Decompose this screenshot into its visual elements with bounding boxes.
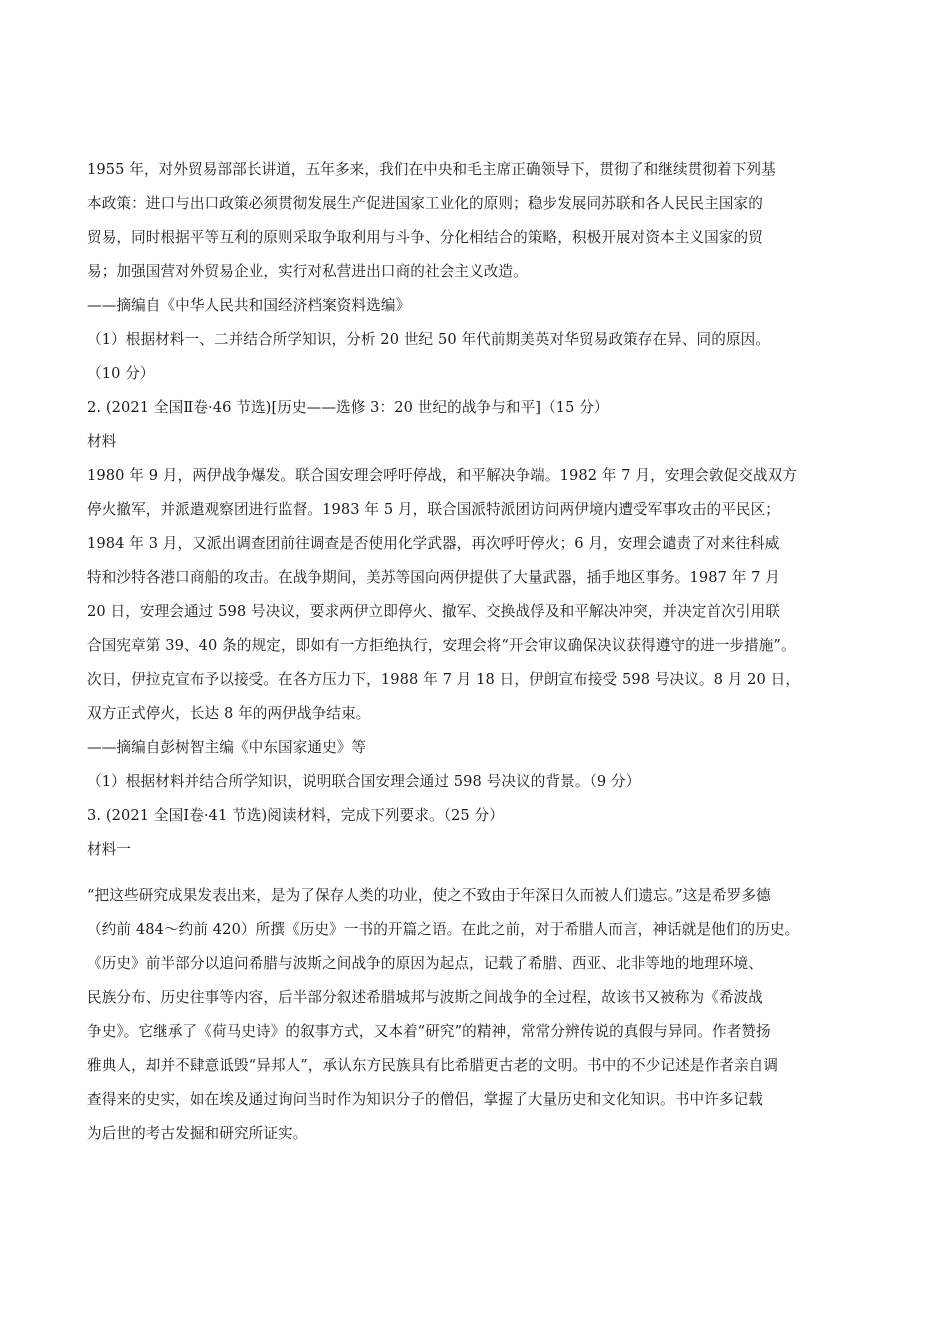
paragraph-line: 贸易，同时根据平等互利的原则采取争取利用与斗争、分化相结合的策略，积极开展对资本主义国家的贸	[87, 229, 763, 246]
paragraph-line: （约前 484～约前 420）所撰《历史》一书的开篇之语。在此之前，对于希腊人而言，神话就是他们的历史。	[87, 921, 800, 938]
paragraph-line: 20 日，安理会通过 598 号决议，要求两伊立即停火、撤军、交换战俘及和平解决冲突，并决定首次引用联	[87, 603, 780, 620]
paragraph-line: 本政策：进口与出口政策必须贯彻发展生产促进国家工业化的原则；稳步发展同苏联和各人民民主国家的	[87, 195, 763, 212]
paragraph-line: 停火撤军，并派遣观察团进行监督。1983 年 5 月，联合国派特派团访问两伊境内遭受军事攻击的平民区；	[87, 501, 780, 518]
question-score: （10 分）	[87, 365, 155, 382]
paragraph-line: 民族分布、历史往事等内容，后半部分叙述希腊城邦与波斯之间战争的全过程，故该书又被称为《希波战	[87, 989, 763, 1006]
paragraph-line: 合国宪章第 39、40 条的规定，即如有一方拒绝执行，安理会将“开会审议确保决议获得遵守的进一步措施”。	[87, 637, 796, 654]
material-label: 材料	[87, 433, 117, 450]
paragraph-line: 为后世的考古发掘和研究所证实。	[87, 1125, 308, 1142]
paragraph-line: 《历史》前半部分以追问希腊与波斯之间战争的原因为起点，记载了希腊、西亚、北非等地的地理环境、	[87, 955, 763, 972]
paragraph-line: 特和沙特各港口商船的攻击。在战争期间，美苏等国向两伊提供了大量武器，插手地区事务。1987 年 7 月	[87, 569, 780, 586]
question-heading: 3. (2021 全国Ⅰ卷·41 节选)阅读材料，完成下列要求。（25 分）	[87, 807, 504, 824]
question-heading: 2. (2021 全国Ⅱ卷·46 节选)[历史——选修 3：20 世纪的战争与和平]（15 分）	[87, 399, 609, 416]
source-citation: ——摘编自《中华人民共和国经济档案资料选编》	[87, 297, 411, 314]
material-label: 材料一	[87, 841, 132, 858]
paragraph-line: 争史》。它继承了《荷马史诗》的叙事方式，又本着“研究”的精神，常常分辨传说的真假与异同。作者赞扬	[87, 1023, 771, 1040]
paragraph-line: 1955 年，对外贸易部部长讲道，五年多来，我们在中央和毛主席正确领导下，贯彻了和继续贯彻着下列基	[87, 161, 776, 178]
paragraph-line: 雅典人，却并不肆意诋毁“异邦人”，承认东方民族具有比希腊更古老的文明。书中的不少记述是作者亲自调	[87, 1057, 779, 1074]
paragraph-line: 易；加强国营对外贸易企业，实行对私营进出口商的社会主义改造。	[87, 263, 528, 280]
paragraph-line: “把这些研究成果发表出来，是为了保存人类的功业，使之不致由于年深日久而被人们遗忘。”这是希罗多德	[87, 887, 771, 904]
source-citation: ——摘编自彭树智主编《中东国家通史》等	[87, 739, 367, 756]
paragraph-line: 查得来的史实，如在埃及通过询问当时作为知识分子的僧侣，掌握了大量历史和文化知识。书中许多记载	[87, 1091, 763, 1108]
paragraph-line: 双方正式停火，长达 8 年的两伊战争结束。	[87, 705, 371, 722]
question-text: （1）根据材料并结合所学知识，说明联合国安理会通过 598 号决议的背景。（9 分）	[87, 773, 641, 790]
question-text: （1）根据材料一、二并结合所学知识，分析 20 世纪 50 年代前期美英对华贸易政策存在异、同的原因。	[87, 331, 771, 348]
paragraph-line: 1980 年 9 月，两伊战争爆发。联合国安理会呼吁停战，和平解决争端。1982 年 7 月，安理会敦促交战双方	[87, 467, 798, 484]
paragraph-line: 1984 年 3 月，又派出调查团前往调查是否使用化学武器，再次呼吁停火；6 月，安理会谴责了对来往科威	[87, 535, 780, 552]
paragraph-line: 次日，伊拉克宣布予以接受。在各方压力下，1988 年 7 月 18 日，伊朗宣布接受 598 号决议。8 月 20 日，	[87, 671, 801, 688]
